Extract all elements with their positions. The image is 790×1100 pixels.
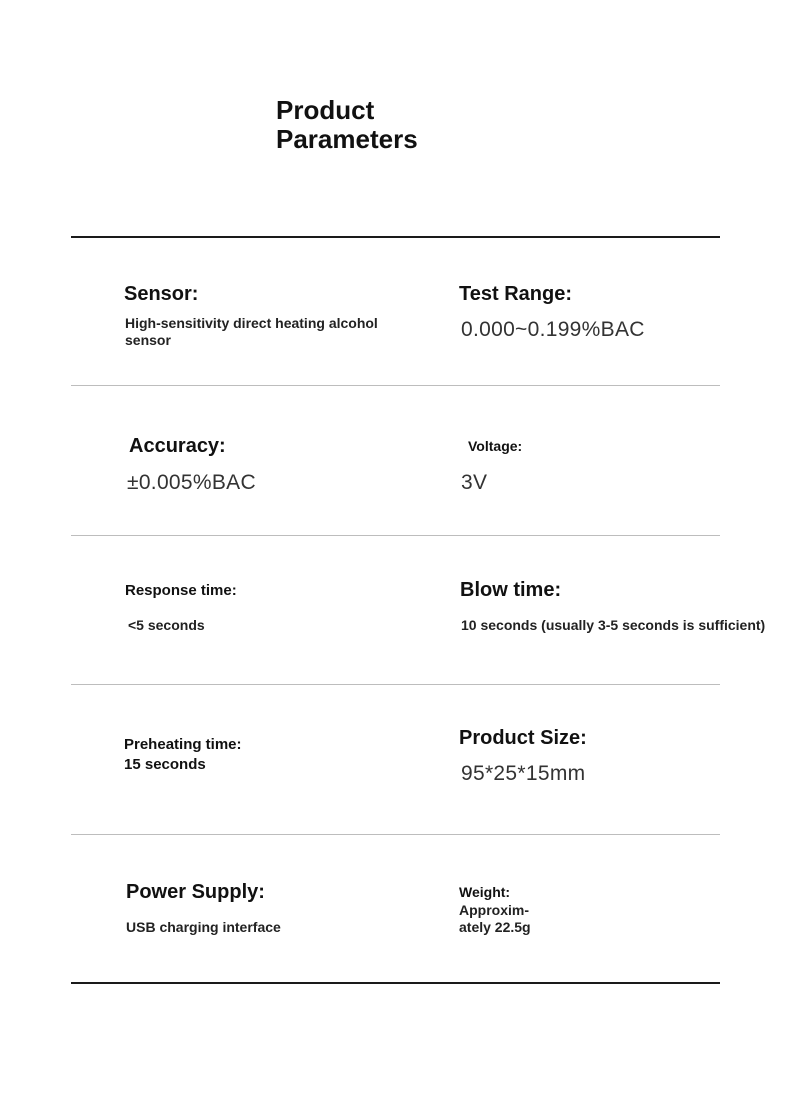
divider [71, 535, 720, 536]
divider [71, 834, 720, 835]
accuracy-label: Accuracy: [129, 435, 226, 457]
page-title-line-2: Parameters [276, 124, 418, 154]
sensor-label: Sensor: [124, 283, 199, 305]
weight-value-line-1: Approxim- [459, 902, 529, 918]
divider-bottom [71, 982, 720, 984]
preheating-time-value: 15 seconds [124, 756, 206, 773]
voltage-value: 3V [461, 471, 488, 494]
page-title-line-1: Product [276, 95, 375, 125]
blow-time-label: Blow time: [460, 579, 562, 601]
weight-label: Weight: [459, 884, 511, 900]
divider [71, 684, 720, 685]
power-supply-value: USB charging interface [126, 919, 281, 935]
voltage-label: Voltage: [468, 438, 523, 454]
sensor-value: High-sensitivity direct heating alcohol sensor [125, 315, 378, 348]
response-time-label: Response time: [125, 582, 237, 599]
preheating-time-label: Preheating time: [124, 736, 242, 753]
divider [71, 385, 720, 386]
page-title [276, 96, 418, 154]
accuracy-value: ±0.005%BAC [127, 471, 256, 494]
product-size-value: 95*25*15mm [461, 762, 586, 785]
weight-value-line-2: ately 22.5g [459, 919, 531, 935]
test-range-value: 0.000~0.199%BAC [461, 318, 645, 341]
weight-value [459, 902, 531, 936]
power-supply-label: Power Supply: [126, 881, 265, 903]
blow-time-value: 10 seconds (usually 3-5 seconds is sufficient) [461, 617, 766, 633]
product-size-label: Product Size: [459, 727, 587, 749]
response-time-value: <5 seconds [128, 617, 205, 633]
test-range-label: Test Range: [459, 283, 572, 305]
divider-top [71, 236, 720, 238]
